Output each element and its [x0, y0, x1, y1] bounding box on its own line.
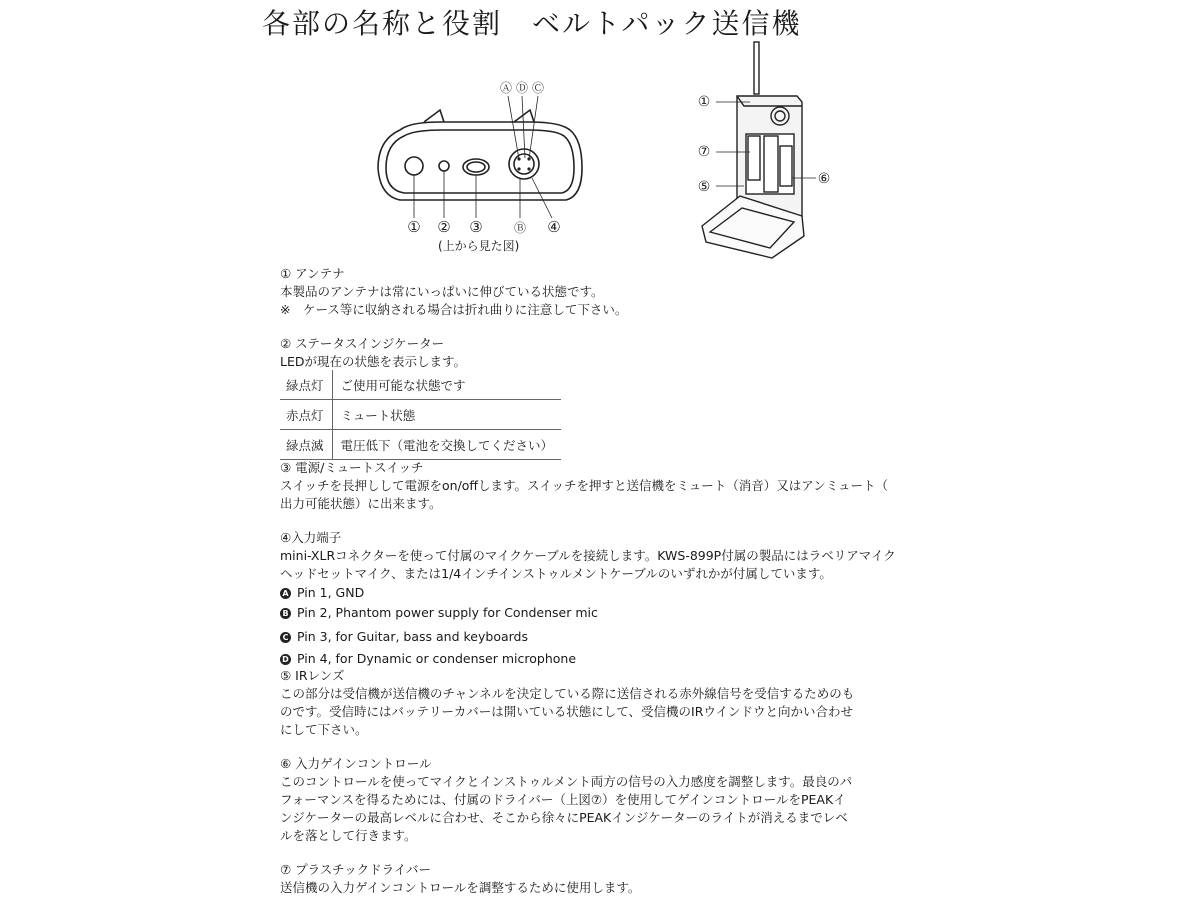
pin-text: Pin 3, for Guitar, bass and keyboards — [297, 629, 528, 644]
section-2-heading: ② ステータスインジケーター — [280, 336, 445, 351]
label-pin-c: Ⓒ — [531, 81, 545, 95]
status-led — [439, 161, 449, 171]
label-3: ③ — [469, 218, 483, 236]
antenna — [754, 42, 759, 94]
section-6-text-4: ルを落として行きます。 — [280, 828, 417, 843]
pin-b-icon: B — [280, 608, 291, 619]
figure-caption: (上から見た図) — [438, 239, 520, 253]
pin-text: Pin 1, GND — [297, 585, 365, 600]
section-4-text-1: mini-XLRコネクターを使って付属のマイクケーブルを接続します。KWS-899P付属の製品にはラベリアマイク — [280, 548, 896, 563]
led-state: 赤点灯 — [280, 400, 332, 430]
section-4-heading: ④入力端子 — [280, 530, 342, 545]
top-view-figure — [370, 78, 590, 243]
led-state: 緑点滅 — [280, 430, 332, 460]
section-6-heading: ⑥ 入力ゲインコントロール — [280, 756, 432, 771]
section-5-heading: ⑤ IRレンズ — [280, 668, 345, 683]
label-1: ① — [407, 218, 421, 236]
table-row — [280, 370, 561, 400]
side-label-7: ⑦ — [697, 144, 711, 160]
pin-a-icon: A — [280, 588, 291, 599]
pin-item — [280, 605, 598, 620]
pin-item — [280, 629, 528, 644]
pin-item — [280, 585, 364, 600]
table-row — [280, 430, 561, 460]
side-label-1: ① — [697, 94, 711, 110]
pin-c-icon: C — [280, 632, 291, 643]
section-6-text-3: ンジケーターの最高レベルに合わせ、そこから徐々にPEAKインジケーターのライトが消えるまでレベ — [280, 810, 848, 825]
section-6-text-2: フォーマンスを得るためには、付属のドライバー（上図⑦）を使用してゲインコントロールをPEAKイ — [280, 792, 846, 807]
led-desc: ご使用可能な状態です — [332, 370, 561, 400]
section-5-text-3: にして下さい。 — [280, 722, 368, 737]
led-desc: ミュート状態 — [332, 400, 561, 430]
pin-item — [280, 651, 576, 666]
section-5-text-1: この部分は受信機が送信機のチャンネルを決定している際に送信される赤外線信号を受信するためのも — [280, 686, 855, 701]
label-2: ② — [437, 218, 451, 236]
section-2-text: LEDが現在の状態を表示します。 — [280, 354, 466, 369]
section-1-note: ※ ケース等に収納される場合は折れ曲りに注意して下さい。 — [280, 302, 628, 317]
section-6-text-1: このコントロールを使ってマイクとインストゥルメント両方の信号の入力感度を調整します。最良のパ — [280, 774, 853, 789]
section-3-heading: ③ 電源/ミュートスイッチ — [280, 460, 424, 475]
section-1-text: 本製品のアンテナは常にいっぱいに伸びている状態です。 — [280, 284, 604, 299]
led-desc: 電圧低下（電池を交換してください） — [332, 430, 561, 460]
section-3-text-1: スイッチを長押しして電源をon/offします。スイッチを押すと送信機をミュート（消音）又はアンミュート（ — [280, 478, 889, 493]
section-7-heading: ⑦ プラスチックドライバー — [280, 862, 432, 877]
section-1-heading: ① アンテナ — [280, 266, 345, 281]
label-pin-d: Ⓓ — [515, 81, 529, 95]
table-row — [280, 400, 561, 430]
section-7-text: 送信機の入力ゲインコントロールを調整するために使用します。 — [280, 880, 641, 895]
label-pin-a: Ⓐ — [499, 81, 513, 95]
pin-d-icon: D — [280, 654, 291, 665]
led-state: 緑点灯 — [280, 370, 332, 400]
led-status-table — [280, 370, 561, 460]
label-4: ④ — [547, 218, 561, 236]
section-5-text-2: のです。受信時にはバッテリーカバーは開いている状態にして、受信機のIRウインドウと向かい合わせ — [280, 704, 853, 719]
label-pin-b: Ⓑ — [513, 221, 527, 235]
side-view-figure — [692, 36, 842, 268]
pin-text: Pin 2, Phantom power supply for Condenser mic — [297, 605, 598, 620]
antenna-base — [405, 157, 423, 175]
side-label-6: ⑥ — [817, 171, 831, 187]
section-4-text-2: ヘッドセットマイク、または1/4インチインストゥルメントケーブルのいずれかが付属しています。 — [280, 566, 832, 581]
page-title: 各部の名称と役割 ベルトパック送信機 — [262, 7, 802, 40]
section-3-text-2: 出力可能状態）に出来ます。 — [280, 496, 442, 511]
side-label-5: ⑤ — [697, 179, 711, 195]
pin-text: Pin 4, for Dynamic or condenser microphone — [297, 651, 577, 666]
